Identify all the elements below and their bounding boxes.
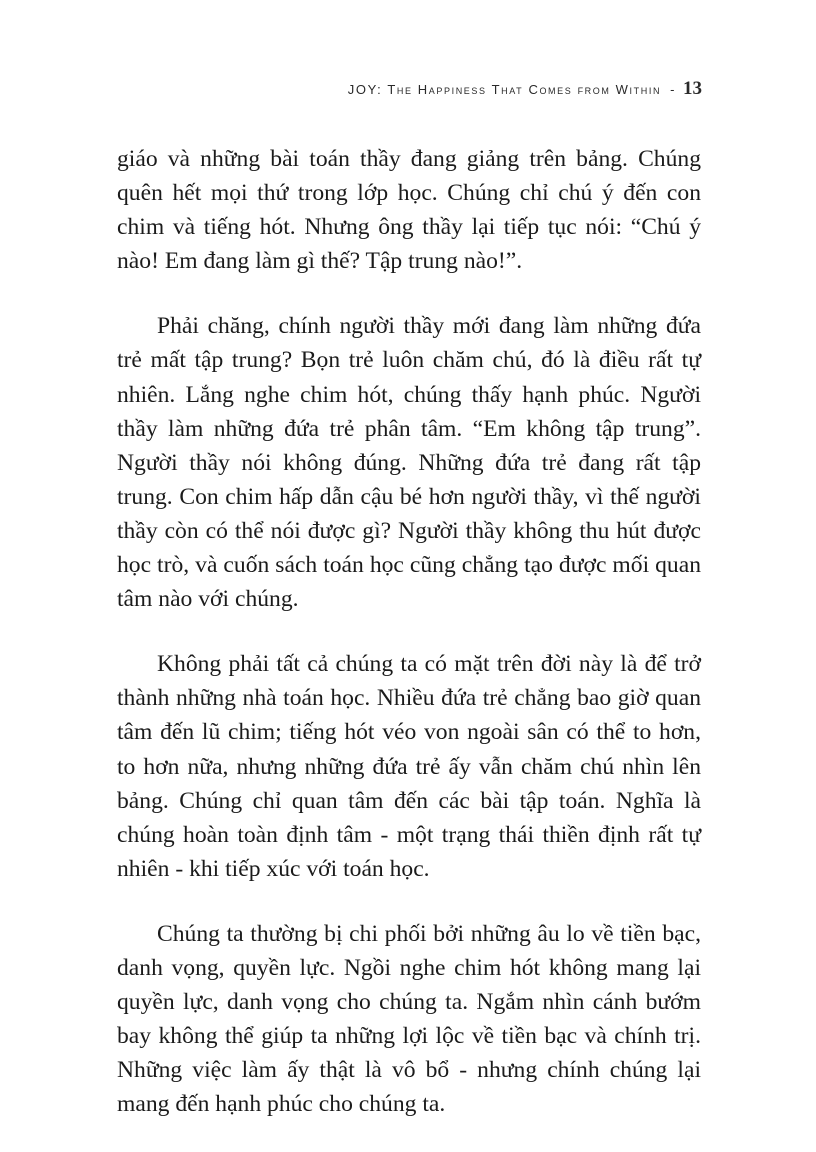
header-separator: - (670, 82, 676, 97)
body-text (117, 142, 701, 1152)
paragraph-continued: giáo và những bài toán thầy đang giảng trên bảng. Chúng quên hết mọi thứ trong lớp học. Chúng chỉ chú ý đến con chim và tiếng hót. Nhưng ông thầy lại tiếp tục nói: “Chú ý nào! Em đang làm gì thế? Tập trung nào!”. (117, 146, 701, 275)
paragraph: Phải chăng, chính người thầy mới đang làm những đứa trẻ mất tập trung? Bọn trẻ luôn chăm chú, đó là điều rất tự nhiên. Lắng nghe chim hót, chúng thấy hạnh phúc. Người thầy làm những đứa trẻ phân tâm. “Em không tập trung”. Người thầy nói không đúng. Những đứa trẻ đang rất tập trung. Con chim hấp dẫn cậu bé hơn người thầy, vì thế người thầy còn có thể nói được gì? Người thầy không thu hút được học trò, và cuốn sách toán học cũng chẳng tạo được mối quan tâm nào với chúng. (117, 313, 701, 613)
book-title: JOY: The Happiness That Comes from Within (347, 82, 662, 97)
paragraph: Chúng ta thường bị chi phối bởi những âu lo về tiền bạc, danh vọng, quyền lực. Ngồi nghe chim hót không mang lại quyền lực, danh vọng cho chúng ta. Ngắm nhìn cánh bướm bay không thể giúp ta những lợi lộc về tiền bạc và chính trị. Những việc làm ấy thật là vô bổ - nhưng chính chúng lại mang đến hạnh phúc cho chúng ta. (117, 920, 701, 1118)
page-number: 13 (683, 78, 702, 99)
paragraph: Không phải tất cả chúng ta có mặt trên đời này là để trở thành những nhà toán học. Nhiều đứa trẻ chẳng bao giờ quan tâm đến lũ chim; tiếng hót véo von ngoài sân có thể to hơn, to hơn nữa, nhưng những đứa trẻ ấy vẫn chăm chú nhìn lên bảng. Chúng chỉ quan tâm đến các bài tập toán. Nghĩa là chúng hoàn toàn định tâm - một trạng thái thiền định rất tự nhiên - khi tiếp xúc với toán học. (117, 651, 701, 882)
running-header (348, 78, 702, 100)
